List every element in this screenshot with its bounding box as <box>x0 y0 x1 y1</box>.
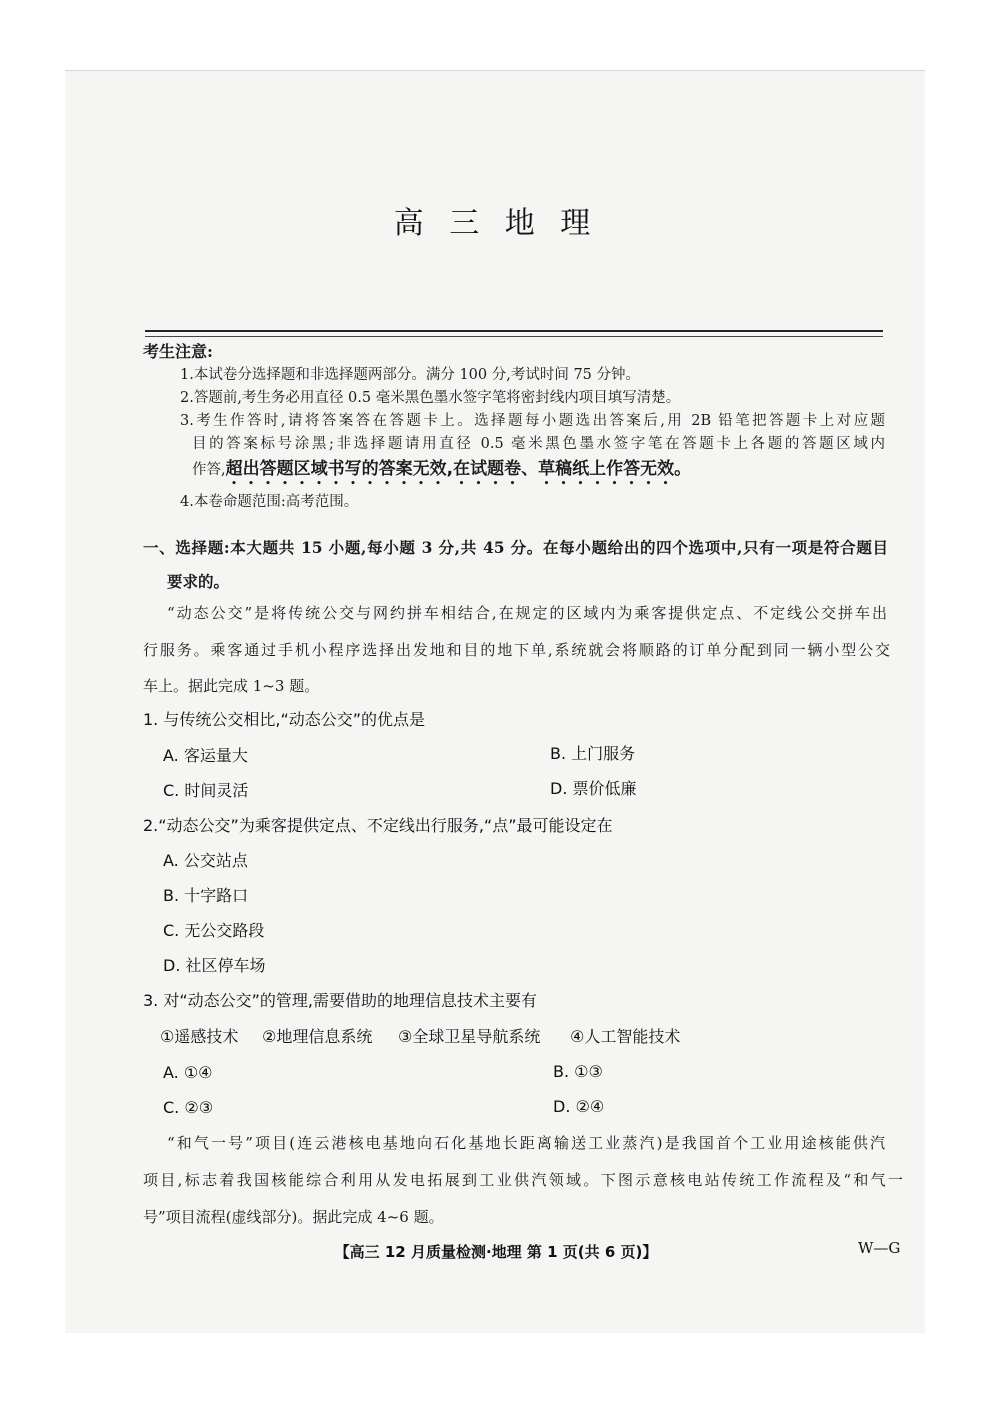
page-footer: 【高三 12 月质量检测·地理 第 1 页(共 6 页)】 <box>334 1243 658 1261</box>
question-1-option-c: C. 时间灵活 <box>163 781 249 800</box>
question-1-option-a: A. 客运量大 <box>163 746 248 765</box>
section-header-line-1: 一、选择题:本大题共 15 小题,每小题 3 分,共 45 分。在每小题给出的四个选项中,只有一项是符合题目 <box>143 538 888 557</box>
passage-2-line-2: 项目,标志着我国核能综合利用从发电拓展到工业供汽领域。下图示意核电站传统工作流程及“和气一 <box>143 1171 903 1189</box>
question-2-option-d: D. 社区停车场 <box>163 956 266 975</box>
notice-item-1: 1.本试卷分选择题和非选择题两部分。满分 100 分,考试时间 75 分钟。 <box>180 367 641 383</box>
exam-title: 高 三 地 理 <box>393 206 599 241</box>
notice-emphasis-warning: 超出答题区域书写的答案无效,在试题卷、草稿纸上作答无效。 <box>225 459 692 479</box>
question-1-option-d: D. 票价低廉 <box>550 779 637 798</box>
passage-1-line-3: 车上。据此完成 1~3 题。 <box>143 677 320 695</box>
question-3-choice-4: ④人工智能技术 <box>570 1027 681 1046</box>
notice-heading: 考生注意: <box>143 342 213 361</box>
question-2-option-b: B. 十字路口 <box>163 886 249 905</box>
question-3-option-b: B. ①③ <box>553 1062 603 1081</box>
passage-1-line-2: 行服务。乘客通过手机小程序选择出发地和目的地下单,系统就会将顺路的订单分配到同一辆小型公交 <box>143 641 890 659</box>
question-2-option-a: A. 公交站点 <box>163 851 248 870</box>
notice-item-4: 4.本卷命题范围:高考范围。 <box>180 494 359 510</box>
question-1-stem: 1. 与传统公交相比,“动态公交”的优点是 <box>143 710 426 729</box>
question-1-option-b: B. 上门服务 <box>550 744 636 763</box>
question-2-stem: 2.“动态公交”为乘客提供定点、不定线出行服务,“点”最可能设定在 <box>143 816 613 835</box>
question-3-choice-1: ①遥感技术 <box>160 1027 239 1046</box>
notice-item-2: 2.答题前,考生务必用直径 0.5 毫米黑色墨水签字笔将密封线内项目填写清楚。 <box>180 390 681 406</box>
question-3-choice-2: ②地理信息系统 <box>262 1027 373 1046</box>
notice-item-3-line-1: 3.考生作答时,请将答案答在答题卡上。选择题每小题选出答案后,用 2B 铅笔把答题卡上对应题 <box>180 413 885 429</box>
question-3-stem: 3. 对“动态公交”的管理,需要借助的地理信息技术主要有 <box>143 991 538 1010</box>
notice-item-3-line-2: 目的答案标号涂黑;非选择题请用直径 0.5 毫米黑色墨水签字笔在答题卡上各题的答题区域内 <box>192 436 885 452</box>
notice-item-3-lead: 作答, <box>192 462 226 478</box>
section-header-line-2: 要求的。 <box>167 572 230 591</box>
header-rule-thick <box>145 330 883 332</box>
notice-item-3-line-3 <box>192 458 691 489</box>
question-3-option-a: A. ①④ <box>163 1063 213 1082</box>
question-3-choice-3: ③全球卫星导航系统 <box>398 1027 541 1046</box>
passage-2-line-3: 号”项目流程(虚线部分)。据此完成 4~6 题。 <box>143 1208 444 1226</box>
question-3-option-d: D. ②④ <box>553 1097 605 1116</box>
paper-code: W—G <box>858 1239 901 1257</box>
passage-1-line-1: “动态公交”是将传统公交与网约拼车相结合,在规定的区域内为乘客提供定点、不定线公交拼车出 <box>167 604 887 622</box>
question-2-option-c: C. 无公交路段 <box>163 921 265 940</box>
question-3-option-c: C. ②③ <box>163 1098 214 1117</box>
passage-2-line-1: “和气一号”项目(连云港核电基地向石化基地长距离输送工业蒸汽)是我国首个工业用途核能供汽 <box>167 1134 885 1152</box>
header-rule-thin <box>145 336 883 337</box>
